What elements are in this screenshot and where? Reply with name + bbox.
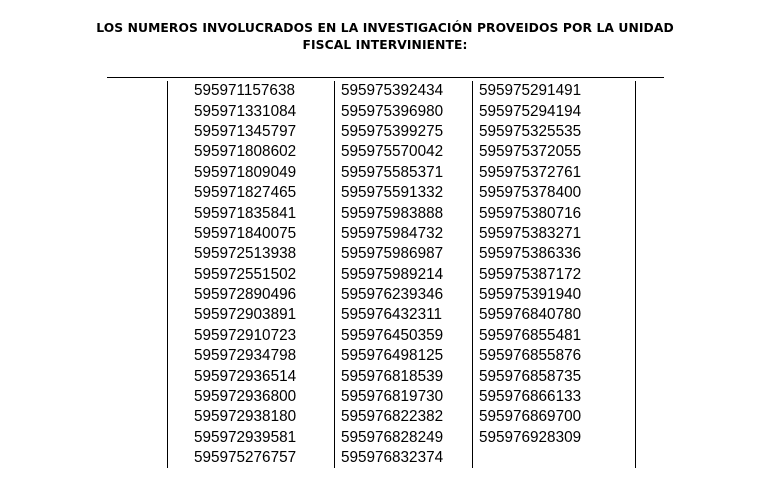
phone-number-cell: 595976869700 [473, 407, 636, 427]
phone-number-cell: 595971808602 [168, 142, 335, 162]
table-row [168, 346, 636, 366]
table-row [168, 203, 636, 223]
phone-number-cell: 595975291491 [473, 81, 636, 101]
phone-number-cell: 595976239346 [335, 285, 473, 305]
phone-number-cell: 595972910723 [168, 326, 335, 346]
table-row [168, 428, 636, 448]
table-row [168, 305, 636, 325]
table-row [168, 285, 636, 305]
phone-number-cell: 595975391940 [473, 285, 636, 305]
table-row [168, 163, 636, 183]
table-row [168, 142, 636, 162]
phone-number-cell: 595975386336 [473, 244, 636, 264]
phone-number-cell: 595971331084 [168, 101, 335, 121]
table-row [168, 326, 636, 346]
phone-number-cell: 595975383271 [473, 224, 636, 244]
table-row [168, 81, 636, 101]
phone-number-cell: 595972890496 [168, 285, 335, 305]
phone-number-cell: 595972513938 [168, 244, 335, 264]
table-row [168, 122, 636, 142]
table-row [168, 224, 636, 244]
phone-number-cell: 595971157638 [168, 81, 335, 101]
phone-number-cell: 595975372055 [473, 142, 636, 162]
phone-number-cell: 595976832374 [335, 448, 473, 468]
phone-number-cell: 595972903891 [168, 305, 335, 325]
phone-number-cell: 595976855876 [473, 346, 636, 366]
phone-number-cell [473, 448, 636, 468]
table-row [168, 101, 636, 121]
phone-number-cell: 595975984732 [335, 224, 473, 244]
phone-number-cell: 595976866133 [473, 387, 636, 407]
phone-number-cell: 595976818539 [335, 366, 473, 386]
phone-number-cell: 595976498125 [335, 346, 473, 366]
phone-number-cell: 595975276757 [168, 448, 335, 468]
phone-number-cell: 595976928309 [473, 428, 636, 448]
phone-number-cell: 595972936800 [168, 387, 335, 407]
table-row [168, 366, 636, 386]
phone-number-cell: 595975585371 [335, 163, 473, 183]
phone-number-cell: 595976828249 [335, 428, 473, 448]
table-row [168, 183, 636, 203]
phone-number-cell: 595976450359 [335, 326, 473, 346]
phone-number-cell: 595975372761 [473, 163, 636, 183]
title-line-1: LOS NUMEROS INVOLUCRADOS EN LA INVESTIGACIÓN PROVEIDOS POR LA UNIDAD [96, 21, 674, 35]
phone-number-cell: 595971835841 [168, 203, 335, 223]
horizontal-rule [107, 77, 664, 78]
phone-number-cell: 595975392434 [335, 81, 473, 101]
table-row [168, 244, 636, 264]
phone-number-cell: 595971345797 [168, 122, 335, 142]
phone-number-cell: 595975983888 [335, 203, 473, 223]
phone-number-cell: 595975294194 [473, 101, 636, 121]
phone-number-cell: 595975396980 [335, 101, 473, 121]
phone-number-cell: 595975325535 [473, 122, 636, 142]
phone-number-cell: 595971840075 [168, 224, 335, 244]
phone-number-cell: 595971827465 [168, 183, 335, 203]
table-row [168, 448, 636, 468]
phone-number-cell: 595972551502 [168, 265, 335, 285]
phone-number-cell: 595975570042 [335, 142, 473, 162]
phone-number-cell: 595976855481 [473, 326, 636, 346]
phone-number-cell: 595976432311 [335, 305, 473, 325]
phone-number-cell: 595976822382 [335, 407, 473, 427]
phone-number-cell: 595976819730 [335, 387, 473, 407]
table-row [168, 265, 636, 285]
phone-number-cell: 595972934798 [168, 346, 335, 366]
phone-number-cell: 595972936514 [168, 366, 335, 386]
phone-number-cell: 595975591332 [335, 183, 473, 203]
phone-number-cell: 595975399275 [335, 122, 473, 142]
table-row [168, 387, 636, 407]
phone-number-cell: 595971809049 [168, 163, 335, 183]
phone-number-cell: 595975989214 [335, 265, 473, 285]
phone-number-cell: 595975387172 [473, 265, 636, 285]
phone-numbers-table [167, 81, 636, 468]
table-row [168, 407, 636, 427]
phone-number-cell: 595975378400 [473, 183, 636, 203]
phone-number-cell: 595975986987 [335, 244, 473, 264]
phone-number-cell: 595976840780 [473, 305, 636, 325]
phone-number-cell: 595976858735 [473, 366, 636, 386]
phone-number-cell: 595972939581 [168, 428, 335, 448]
title-line-2: FISCAL INTERVINIENTE: [302, 38, 468, 52]
phone-number-cell: 595972938180 [168, 407, 335, 427]
phone-numbers-table-body [168, 81, 636, 468]
phone-number-cell: 595975380716 [473, 203, 636, 223]
